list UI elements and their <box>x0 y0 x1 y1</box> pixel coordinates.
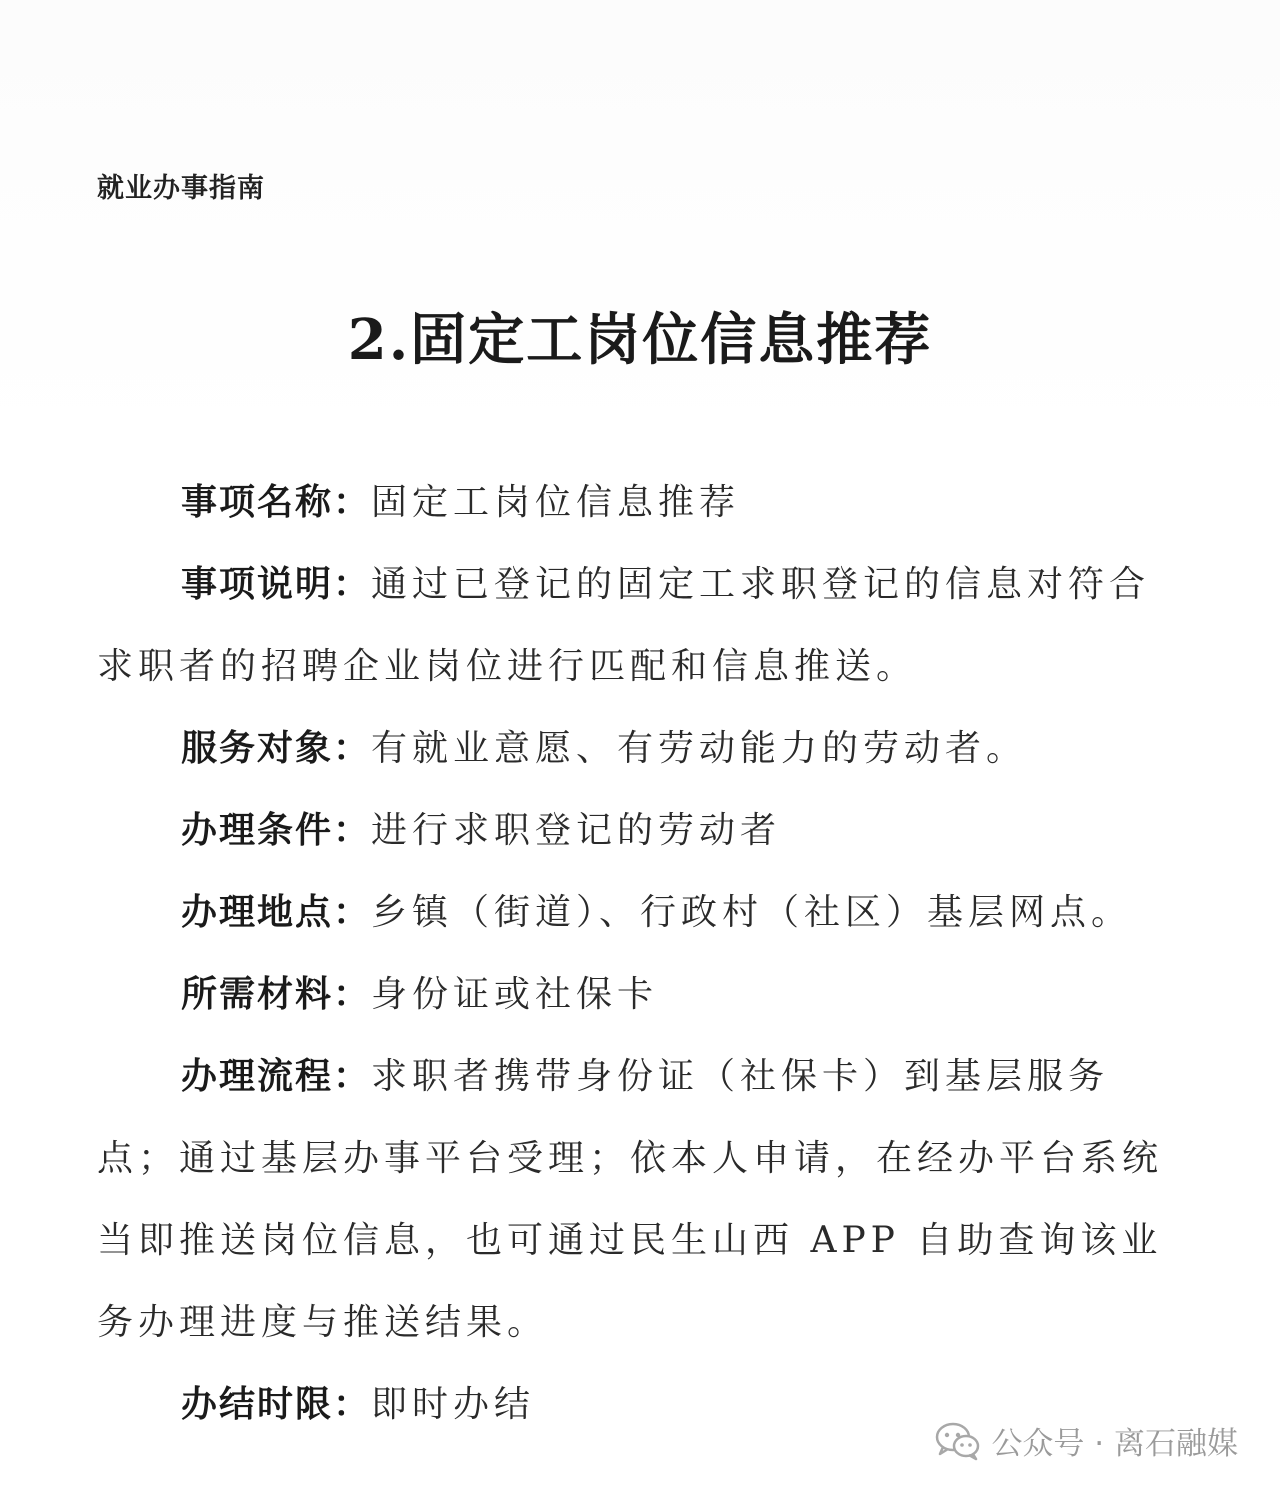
item-materials <box>97 954 1187 1036</box>
item-service-target <box>97 708 1187 790</box>
item-label: 办理地点： <box>181 892 372 933</box>
item-label: 办理条件： <box>181 810 372 851</box>
item-description <box>97 544 1187 708</box>
document-title: 2.固定工岗位信息推荐 <box>347 307 933 373</box>
watermark-text: 公众号 · 离石融媒 <box>991 1426 1238 1462</box>
item-label: 办理流程： <box>181 1056 372 1097</box>
item-name <box>97 462 1187 544</box>
item-location <box>97 872 1187 954</box>
item-value: 进行求职登记的劳动者 <box>371 810 782 851</box>
item-value: 身份证或社保卡 <box>371 974 659 1015</box>
item-value: 即时办结 <box>371 1384 536 1425</box>
item-value: 有就业意愿、有劳动能力的劳动者。 <box>371 728 1028 769</box>
item-process <box>97 1036 1187 1364</box>
watermark <box>935 1418 1238 1463</box>
item-label: 所需材料： <box>181 974 372 1015</box>
item-label: 服务对象： <box>181 728 372 769</box>
item-label: 事项说明： <box>181 564 372 605</box>
item-value: 求职者携带身份证（社保卡）到基层服务点；通过基层办事平台受理；依本人申请，在经办平台系统当即推送岗位信息，也可通过民生山西 APP 自助查询该业务办理进度与推送结果。 <box>97 1056 1164 1343</box>
document-body <box>97 462 1187 1446</box>
wechat-icon <box>935 1421 981 1461</box>
item-label: 事项名称： <box>181 482 372 523</box>
header-label: 就业办事指南 <box>97 173 265 204</box>
item-conditions <box>97 790 1187 872</box>
item-value: 通过已登记的固定工求职登记的信息对符合求职者的招聘企业岗位进行匹配和信息推送。 <box>97 564 1151 687</box>
item-label: 办结时限： <box>181 1384 372 1425</box>
item-value: 乡镇（街道）、行政村（社区）基层网点。 <box>371 892 1133 933</box>
item-value: 固定工岗位信息推荐 <box>371 482 741 523</box>
